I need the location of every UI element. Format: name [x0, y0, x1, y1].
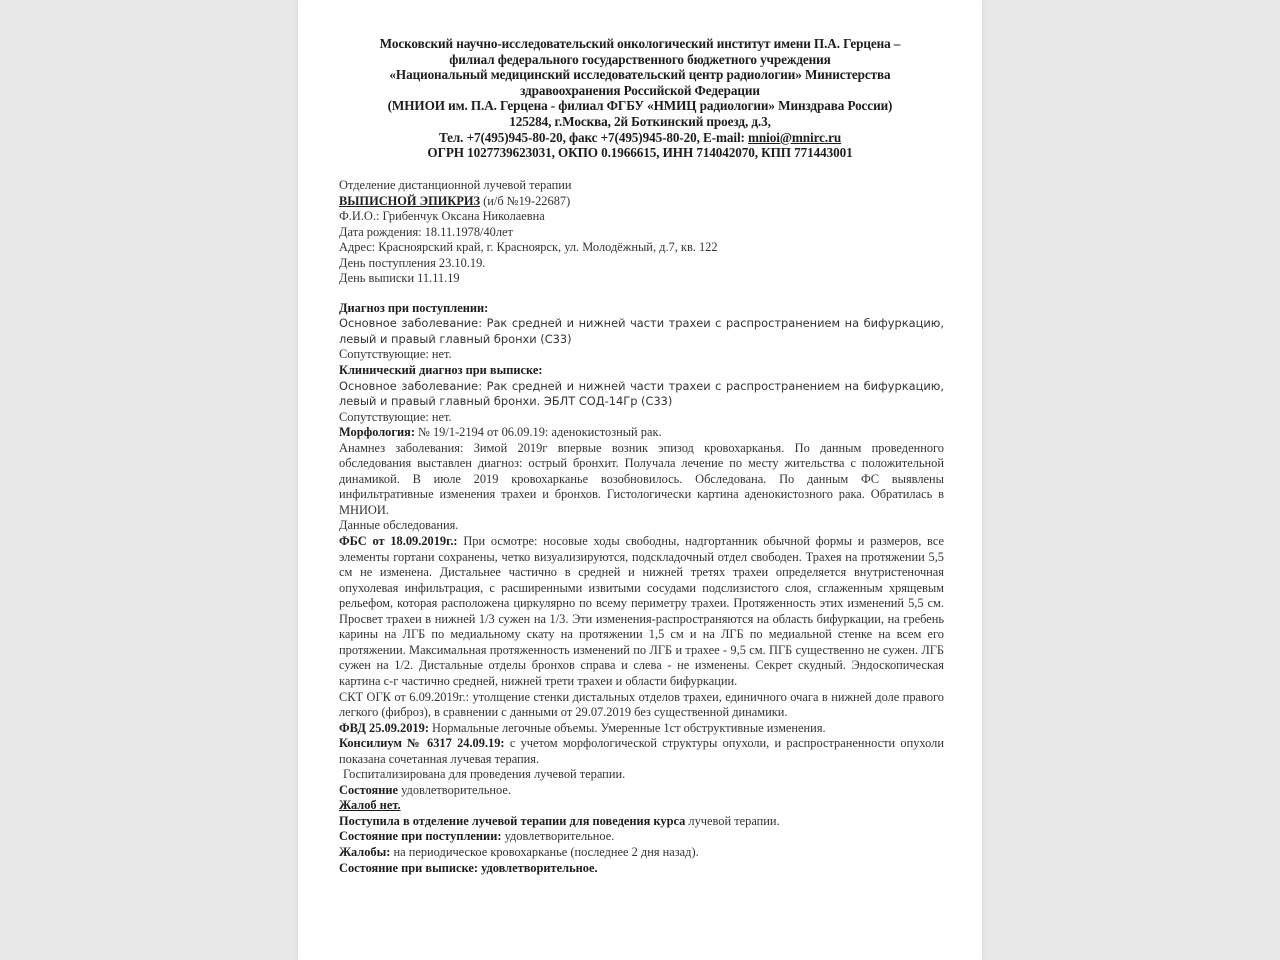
department: Отделение дистанционной лучевой терапии	[339, 178, 572, 192]
fvd-text: Нормальные легочные объемы. Умеренные 1ст обструктивные изменения.	[428, 720, 826, 735]
admission-state	[339, 829, 944, 845]
admission-main-diagnosis: Основное заболевание: Рак средней и нижней части трахеи с распространением на бифуркацию, левый и правый главный бронхи (С33)	[339, 316, 944, 346]
admission-concomitant: Сопутствующие: нет.	[339, 347, 452, 362]
fbs-text: При осмотре: носовые ходы свободны, надгортанник обычной формы и размеров, все элементы гортани сохранены, четко визуализируются, подскладочный отдел свободен. Трахея на протяжении 5,5 см не изменена. Дистальнее частично в средней и нижней третях трахеи определяется внутристеночная опухолевая инфильтрация, с расширенными извитыми сосудами подслизистого слоя, сглаженным хрящевым рельефом, которая расположена циркулярно по всему периметру трахеи. Протяженность этих изменений 5,5 см. Просвет трахеи в нижней 1/3 сужен на 1/3. Эти изменения-распространяются на область бифуркации, на гребень карины на ЛГБ по медиальному скату на протяжении 1,5 см и на ЛГБ по медиальной стенке на всем его протяжении. Максимальная протяженность изменений по ЛГБ и трахее - 9,5 см. ПГБ существенно не сужен. ЛГБ сужен на 1/2. Дистальные отделы бронхов справа и слева - не изменены. Секрет скудный. Эндоскопическая картина с-г частично средней, нижней трети трахеи и области бифуркации.	[339, 534, 944, 688]
state-label: Состояние	[339, 782, 399, 797]
clinical-main-diagnosis: Основное заболевание: Рак средней и нижней части трахеи с распространением на бифуркацию, левый и правый главный бронхи. ЭБЛТ СОД-14Гр (С33)	[339, 378, 944, 409]
admitted-label: Поступила в отделение лучевой терапии для поведения курса	[339, 813, 686, 828]
header-line: (МНИОИ им. П.А. Герцена - филиал ФГБУ «НМИЦ радиологии» Минздрава России)	[387, 98, 893, 114]
complaints	[339, 845, 944, 861]
header-address: 125284, г.Москва, 2й Боткинский проезд, д.3,	[509, 113, 771, 129]
admission-diagnosis-heading: Диагноз при поступлении:	[339, 300, 489, 315]
header-contacts	[338, 130, 942, 146]
exam-heading: Данные обследования.	[339, 518, 459, 533]
document-title: ВЫПИСНОЙ ЭПИКРИЗ	[339, 193, 481, 208]
patient-name: Ф.И.О.: Грибенчук Оксана Николаевна	[339, 209, 545, 224]
discharge-date: День выписки 11.11.19	[339, 271, 460, 286]
morphology-text: № 19/1-2194 от 06.09.19: аденокистозный рак.	[414, 425, 662, 440]
fbs-label: ФБС от 18.09.2019г.:	[339, 534, 458, 549]
morphology	[339, 425, 944, 441]
clinical-concomitant: Сопутствующие: нет.	[339, 409, 452, 424]
email-link[interactable]: mnioi@mnirc.ru	[748, 129, 842, 145]
discharge-state: Состояние при выписке: удовлетворительное.	[339, 860, 598, 875]
document-title-line	[339, 194, 944, 210]
council-label: Консилиум № 6317 24.09.19:	[339, 736, 505, 751]
clinical-diagnosis-heading: Клинический диагноз при выписке:	[339, 363, 543, 378]
fvd-label: ФВД 25.09.2019:	[339, 720, 429, 735]
institution-header	[338, 36, 942, 161]
council-text: с учетом морфологической структуры опухоли, и распространенности опухоли показана сочетанная лучевая терапия.	[339, 736, 944, 766]
header-line: Московский научно-исследовательский онкологический институт имени П.А. Герцена –	[379, 36, 901, 51]
admission-date: День поступления 23.10.19.	[339, 255, 486, 270]
council-report	[339, 736, 944, 767]
complaints-label: Жалобы:	[339, 844, 391, 859]
header-registration: ОГРН 1027739623031, ОКПО 0.1966615, ИНН 714042070, КПП 771443001	[427, 145, 853, 161]
admitted-text: лучевой терапии.	[685, 813, 780, 828]
header-line: «Национальный медицинский исследовательский центр радиологии» Министерства	[389, 67, 891, 83]
anamnesis: Анамнез заболевания: Зимой 2019г впервые возник эпизод кровохарканья. По данным проведенного обследования выставлен диагноз: острый бронхит. Получала лечение по месту жительства с положительной динамикой. В июле 2019 кровохарканье возобновилось. Обследована. По данным ФС выявлены инфильтративные изменения трахеи и бронхов. Гистологически картина аденокистозного рака. Обратилась в МНИОИ.	[339, 440, 944, 517]
fvd-report	[339, 721, 944, 737]
header-line: филиал федерального государственного бюджетного учреждения	[449, 51, 831, 67]
ct-report: СКТ ОГК от 6.09.2019г.: утолщение стенки дистальных отделов трахеи, единичного очага в нижней доле правого легкого (фиброз), в сравнении с данными от 29.07.2019 без существенной динамики.	[339, 689, 944, 720]
header-phone: Тел. +7(495)945-80-20, факс +7(495)945-80-20, E-mail:	[438, 129, 749, 145]
document-body	[339, 178, 944, 876]
state-text: удовлетворительное.	[398, 782, 511, 797]
state	[339, 783, 944, 799]
admission-state-text: удовлетворительное.	[501, 829, 615, 844]
birth-date: Дата рождения: 18.11.1978/40лет	[339, 224, 513, 239]
header-line: здравоохранения Российской Федерации	[520, 82, 760, 98]
case-number: (и/б №19-22687)	[480, 193, 571, 208]
patient-address: Адрес: Красноярский край, г. Красноярск, ул. Молодёжный, д.7, кв. 122	[339, 240, 718, 255]
document-page	[298, 0, 982, 960]
admission-state-label: Состояние при поступлении:	[339, 829, 502, 844]
admitted-note	[339, 814, 944, 830]
no-complaints: Жалоб нет.	[339, 798, 401, 813]
hospitalized: Госпитализирована для проведения лучевой терапии.	[343, 767, 626, 782]
complaints-text: на периодическое кровохарканье (последнее 2 дня назад).	[390, 844, 699, 859]
fbs-report	[339, 534, 944, 689]
morphology-label: Морфология:	[339, 425, 415, 440]
